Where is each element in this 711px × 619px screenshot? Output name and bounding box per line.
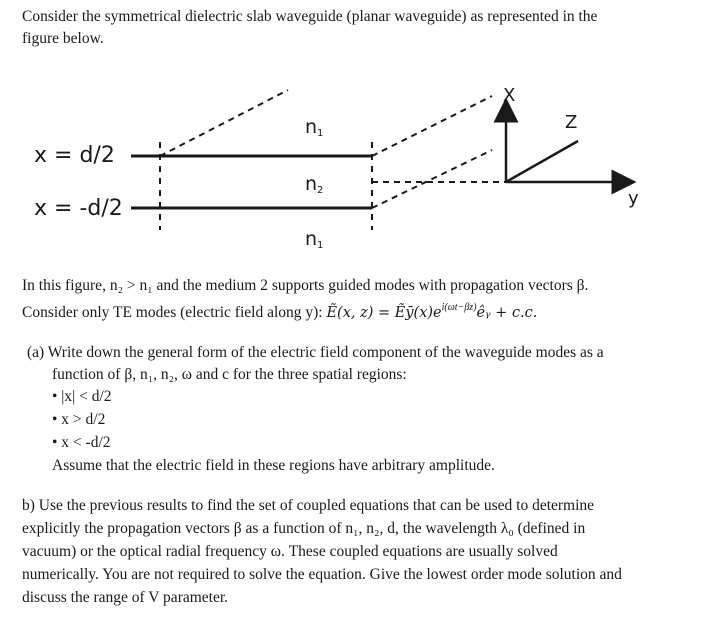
z-axis-line xyxy=(506,141,578,182)
label-n2-middle: $n_2$ xyxy=(305,173,324,196)
bullet-region-inside: • |x| < d/2 xyxy=(52,388,112,405)
bullet-region-above: • x > d/2 xyxy=(52,411,106,428)
question-a-line-1: (a) Write down the general form of the electric field component of the waveguide modes as a xyxy=(27,344,604,361)
bullet-region-below: • x < -d/2 xyxy=(52,434,111,451)
question-b-line-1: b) Use the previous results to find the set of coupled equations that can be used to determine xyxy=(22,497,595,514)
question-b-line-3: vacuum) or the optical radial frequency ω. These coupled equations are usually solved xyxy=(22,543,558,560)
axis-label-x: X xyxy=(503,85,516,106)
te-modes-line-1: In this figure, n₂ > n₁ and the medium 2 supports guided modes with propagation vectors β. xyxy=(22,277,589,294)
axis-label-y: y xyxy=(628,188,639,209)
waveguide-diagram xyxy=(0,0,711,260)
perspective-right-bottom-dashed xyxy=(372,150,492,208)
label-x-top: x = d/2 xyxy=(34,143,115,168)
label-n1-top: $n_1$ xyxy=(305,116,324,139)
question-a-line-2: function of β, n₁, n₂, ω and c for the three spatial regions: xyxy=(52,366,407,383)
question-b-line-2: explicitly the propagation vectors β as a function of n₁, n₂, d, the wavelength λ₀ (defined in xyxy=(22,520,586,537)
perspective-left-dashed xyxy=(160,90,288,156)
intro-line-2: figure below. xyxy=(22,30,104,47)
question-a-line-3: Assume that the electric field in these regions have arbitrary amplitude. xyxy=(52,457,495,474)
question-b-line-5: discuss the range of V parameter. xyxy=(22,589,229,606)
label-n1-bottom: $n_1$ xyxy=(305,228,324,251)
label-x-bottom: x = -d/2 xyxy=(34,196,123,221)
te-modes-line-2: Consider only TE modes (electric field along y): Ẽ(x, $z) = Ẽȳ(x)e^{i(\omega t-\beta z)}êᵧ + c.c$. xyxy=(22,302,538,321)
intro-line-1: Consider the symmetrical dielectric slab waveguide (planar waveguide) as represented in the xyxy=(22,8,598,25)
axis-label-z: Z xyxy=(565,112,578,133)
perspective-right-top-dashed xyxy=(372,96,492,156)
question-b-line-4: numerically. You are not required to solve the equation. Give the lowest order mode solution and xyxy=(22,566,622,583)
